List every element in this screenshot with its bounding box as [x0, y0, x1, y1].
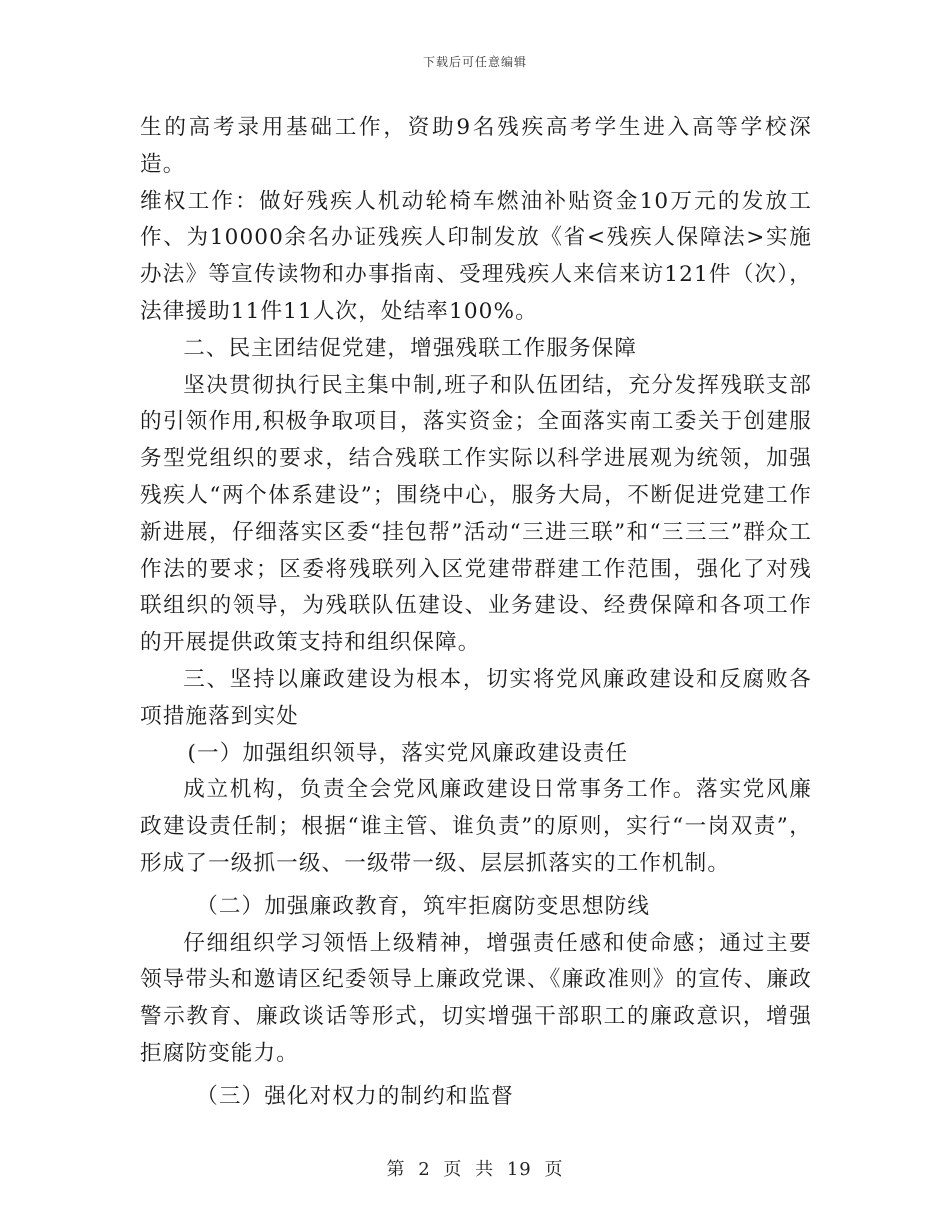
paragraph-rights-work: 维权工作：做好残疾人机动轮椅车燃油补贴资金10万元的发放工作、为10000余名办证残疾人印制发放《省<残疾人保障法>实施办法》等宣传读物和办事指南、受理残疾人来信来访121件（次），法律援助11件11人次，处结率100%。 — [140, 188, 812, 324]
subheading-3-1: (一）加强组织领导，落实党风廉政建设责任 — [187, 740, 629, 766]
paragraph-party-building: 坚决贯彻执行民主集中制,班子和队伍团结，充分发挥残联支部的引领作用,积极争取项目，落实资金；全面落实南工委关于创建服务型党组织的要求，结合残联工作实际以科学进展观为统领，加强残疾人“两个体系建设”；围绕中心，服务大局，不断促进党建工作新进展，仔细落实区委“挂包帮”活动“三进三联”和“三三三”群众工作法的要求；区委将残联列入区党建带群建工作范围，强化了对残联组织的领导，为残联队伍建设、业务建设、经费保障和各项工作的开展提供政策支持和组织保障。 — [140, 372, 812, 656]
page-header: 下载后可任意编辑 — [422, 55, 527, 69]
subheading-3-2: （二）加强廉政教育，筑牢拒腐防变思想防线 — [196, 893, 651, 919]
section-heading-2: 二、民主团结促党建，增强残联工作服务保障 — [183, 335, 638, 361]
paragraph-organization: 成立机构，负责全会党风廉政建设日常事务工作。落实党风廉政建设责任制；根据“谁主管、谁负责”的原则，实行“一岗双责”，形成了一级抓一级、一级带一级、层层抓落实的工作机制。 — [140, 777, 812, 876]
paragraph-education: 仔细组织学习领悟上级精神，增强责任感和使命感；通过主要领导带头和邀请区纪委领导上廉政党课、《廉政准则》的宣传、廉政警示教育、廉政谈话等形式，切实增强干部职工的廉政意识，增强拒腐防变能力。 — [140, 930, 812, 1066]
paragraph-continued: 生的高考录用基础工作，资助9名残疾高考学生进入高等学校深造。 — [140, 115, 812, 177]
document-body — [140, 110, 812, 1116]
page-number: 第 2 页 共 19 页 — [386, 1159, 564, 1180]
section-heading-3: 三、坚持以廉政建设为根本，切实将党风廉政建设和反腐败各项措施落到实处 — [140, 666, 812, 729]
subheading-3-3: （三）强化对权力的制约和监督 — [196, 1083, 514, 1109]
